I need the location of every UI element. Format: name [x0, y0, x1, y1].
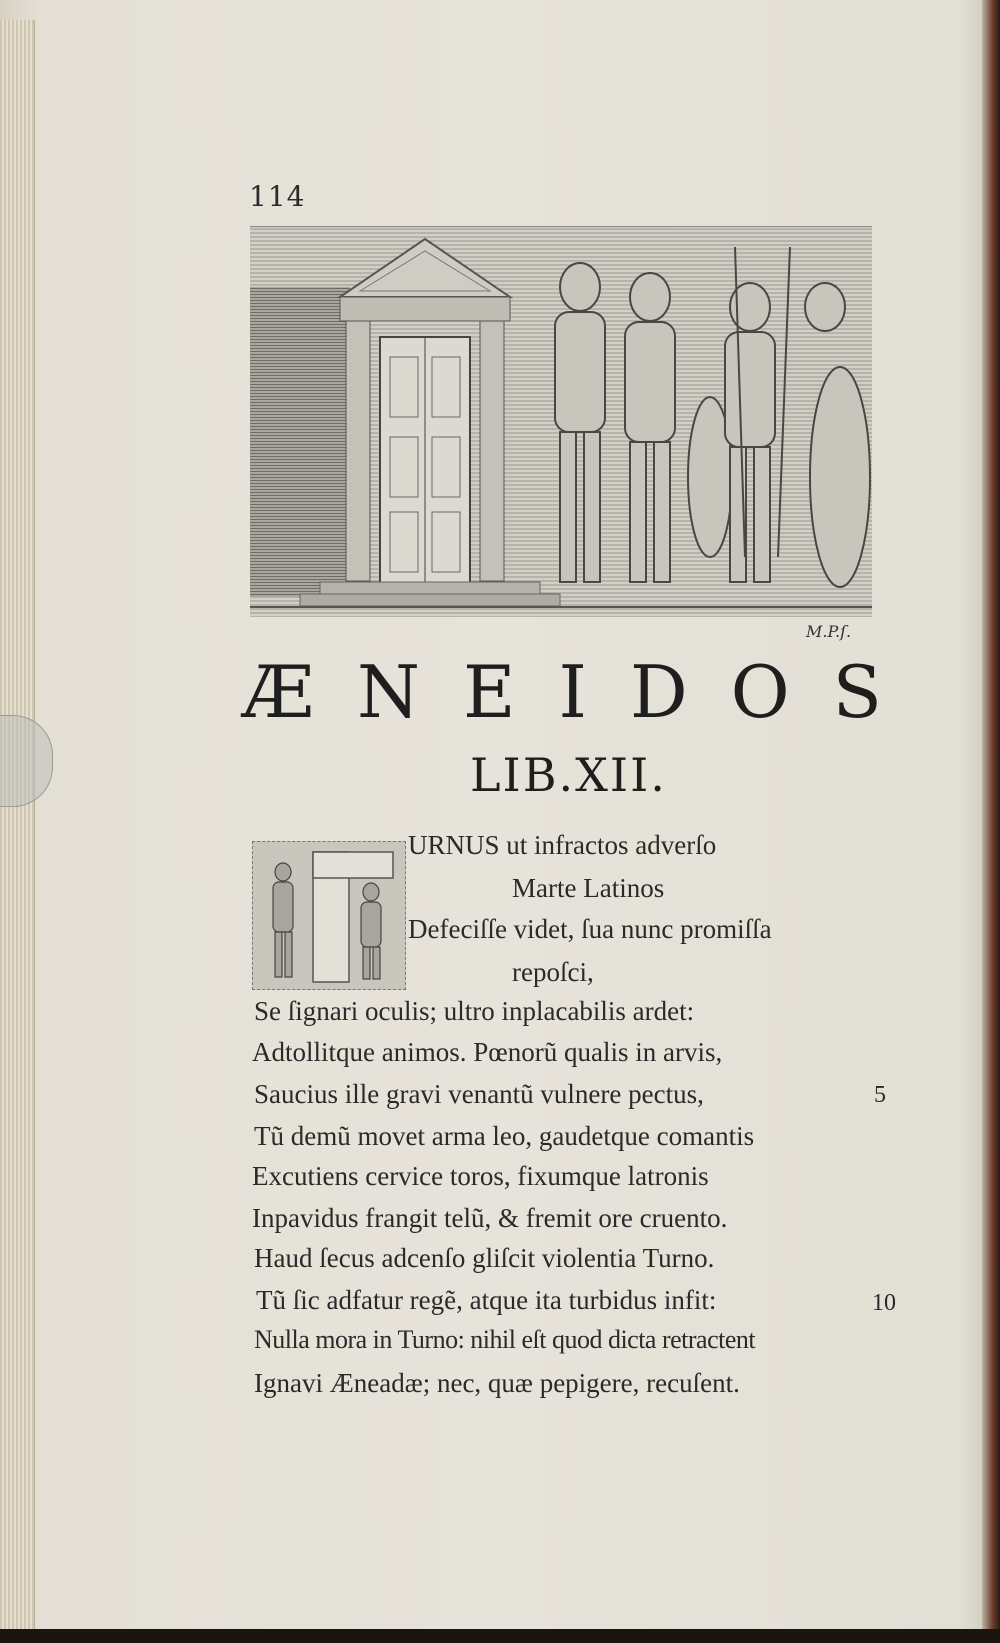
- verse-line: Se ſignari oculis; ultro inplacabilis ardet:: [254, 996, 695, 1026]
- verse-line: Adtollitque animos. Pœnorũ qualis in arvis,: [252, 1037, 723, 1067]
- verse-line: Defeciſſe videt, ſua nunc promiſſa: [408, 914, 772, 944]
- title-letter: N: [357, 650, 421, 734]
- verse-line: Tũ ſic adfatur regẽ, atque ita turbidus infit:: [256, 1285, 717, 1315]
- page-clip: [0, 715, 53, 807]
- engraving-illustration: [250, 227, 872, 617]
- verse-line: URNUS ut infractos adverſo: [408, 830, 717, 860]
- verse-line: Ignavi Æneadæ; nec, quæ pepigere, recuſent.: [254, 1368, 740, 1398]
- book-binding-edge: [982, 0, 1000, 1643]
- verse-line: Saucius ille gravi venantũ vulnere pectus,: [254, 1079, 704, 1109]
- line-number: 5: [874, 1082, 886, 1108]
- title-letter: S: [832, 650, 882, 734]
- title-letter: D: [629, 650, 688, 734]
- verse-line: Excutiens cervice toros, fixumque latronis: [252, 1161, 709, 1191]
- decorated-initial: [252, 841, 406, 990]
- book-subtitle: LIB.XII.: [470, 748, 667, 802]
- verse-line: Marte Latinos: [512, 873, 665, 903]
- title-letter: Æ: [242, 650, 315, 734]
- page-number: 114: [249, 180, 306, 213]
- header-engraving: [250, 226, 872, 617]
- book-title: [242, 650, 882, 734]
- initial-illustration: [253, 842, 405, 989]
- title-letter: I: [558, 650, 587, 734]
- book-bottom-edge: [0, 1629, 1000, 1643]
- verse-line: Nulla mora in Turno: nihil eſt quod dicta retractent: [254, 1325, 756, 1354]
- verse-line: Inpavidus frangit telũ, & fremit ore cruento.: [252, 1203, 728, 1233]
- title-letter: E: [463, 650, 516, 734]
- verse-line: Haud ſecus adcenſo gliſcit violentia Turno.: [254, 1243, 715, 1273]
- verse-line: repoſci,: [512, 957, 594, 987]
- line-number: 10: [872, 1290, 896, 1316]
- page-stack-edge: [0, 20, 35, 1630]
- title-letter: O: [730, 650, 790, 734]
- engraver-signature: M.P.ſ.: [806, 622, 852, 641]
- verse-line: Tũ demũ movet arma leo, gaudetque comantis: [254, 1121, 755, 1151]
